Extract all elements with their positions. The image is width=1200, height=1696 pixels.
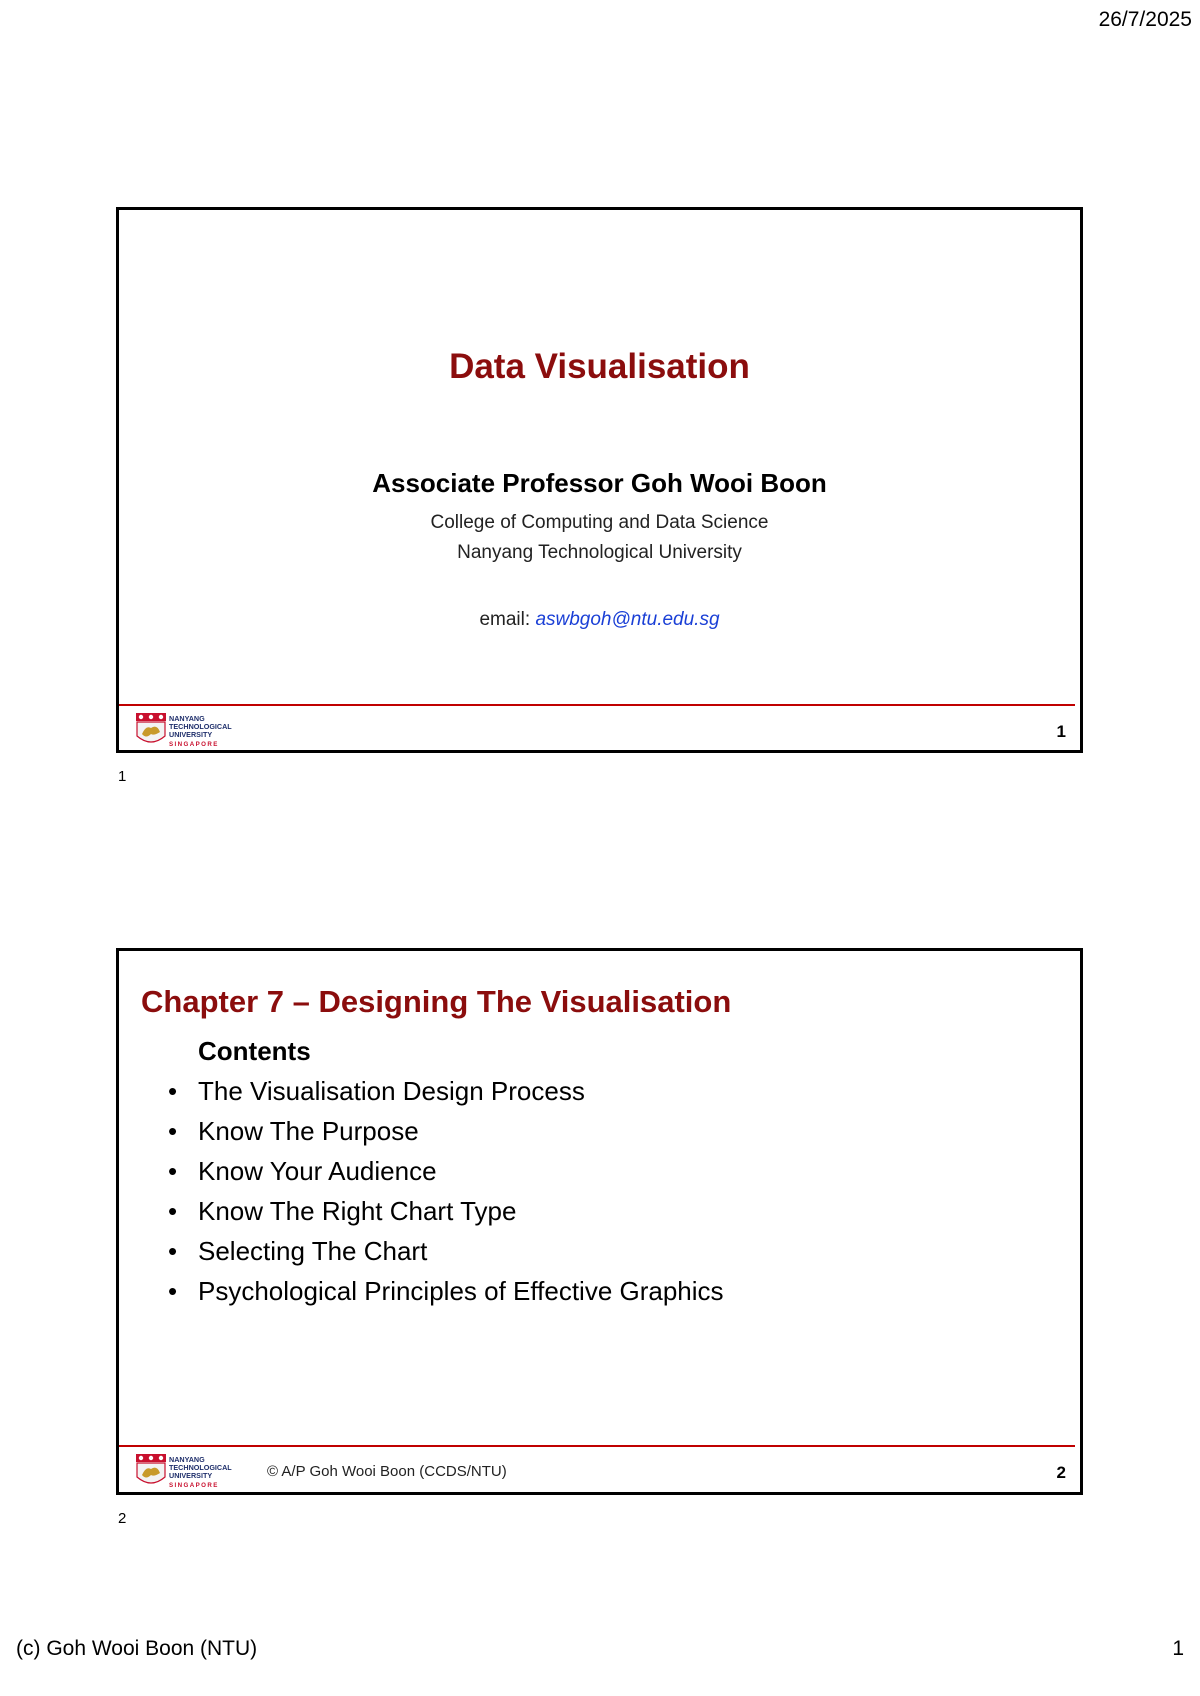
slide-title: Chapter 7 – Designing The Visualisation <box>141 984 732 1019</box>
email-line <box>119 609 1080 631</box>
slide-index-label: 2 <box>118 1510 127 1527</box>
slide-index-label: 1 <box>118 768 127 785</box>
slide-1 <box>116 207 1083 753</box>
email-link[interactable]: aswbgoh@ntu.edu.sg <box>535 609 720 630</box>
logo-text-line: TECHNOLOGICAL <box>169 722 232 731</box>
slide-title: Data Visualisation <box>449 347 750 386</box>
list-item <box>168 1196 724 1236</box>
list-item-text: The Visualisation Design Process <box>198 1076 585 1106</box>
logo-text-line: TECHNOLOGICAL <box>169 1463 232 1472</box>
list-item-text: Psychological Principles of Effective Graphics <box>198 1276 724 1306</box>
email-label: email: <box>479 609 536 630</box>
bullet-mark: • <box>168 1156 178 1186</box>
document-footer-credit: (c) Goh Wooi Boon (NTU) <box>16 1637 258 1660</box>
list-item <box>168 1236 724 1276</box>
list-item-text: Know The Purpose <box>198 1116 419 1146</box>
slide-number: 1 <box>1056 722 1066 741</box>
affiliation-college: College of Computing and Data Science <box>430 512 769 533</box>
document-page-number: 1 <box>1172 1637 1184 1660</box>
list-item-text: Selecting The Chart <box>198 1236 428 1266</box>
ntu-logo <box>136 1453 246 1491</box>
list-item <box>168 1116 724 1156</box>
list-item <box>168 1276 724 1316</box>
slide-number: 2 <box>1056 1463 1066 1482</box>
bullet-mark: • <box>168 1276 178 1306</box>
bullet-mark: • <box>168 1236 178 1266</box>
page-date: 26/7/2025 <box>1098 8 1192 31</box>
list-item <box>168 1156 724 1196</box>
logo-text-line: UNIVERSITY <box>169 730 213 739</box>
logo-text-line: NANYANG <box>169 1455 205 1464</box>
author-name: Associate Professor Goh Wooi Boon <box>372 468 827 498</box>
logo-text-line: SINGAPORE <box>169 1482 219 1489</box>
logo-text-line: SINGAPORE <box>169 741 219 748</box>
logo-text-line: UNIVERSITY <box>169 1471 213 1480</box>
footer-rule <box>119 1445 1075 1447</box>
logo-text-line: NANYANG <box>169 714 205 723</box>
slide-copyright: © A/P Goh Wooi Boon (CCDS/NTU) <box>267 1463 507 1480</box>
slide-2 <box>116 948 1083 1495</box>
bullet-mark: • <box>168 1196 178 1226</box>
contents-header: Contents <box>198 1036 311 1066</box>
list-item <box>168 1076 724 1116</box>
contents-list <box>168 1076 724 1316</box>
bullet-mark: • <box>168 1116 178 1146</box>
ntu-logo <box>136 712 246 750</box>
list-item-text: Know The Right Chart Type <box>198 1196 517 1226</box>
affiliation-university: Nanyang Technological University <box>457 542 742 563</box>
list-item-text: Know Your Audience <box>198 1156 437 1186</box>
bullet-mark: • <box>168 1076 178 1106</box>
footer-rule <box>119 704 1075 706</box>
